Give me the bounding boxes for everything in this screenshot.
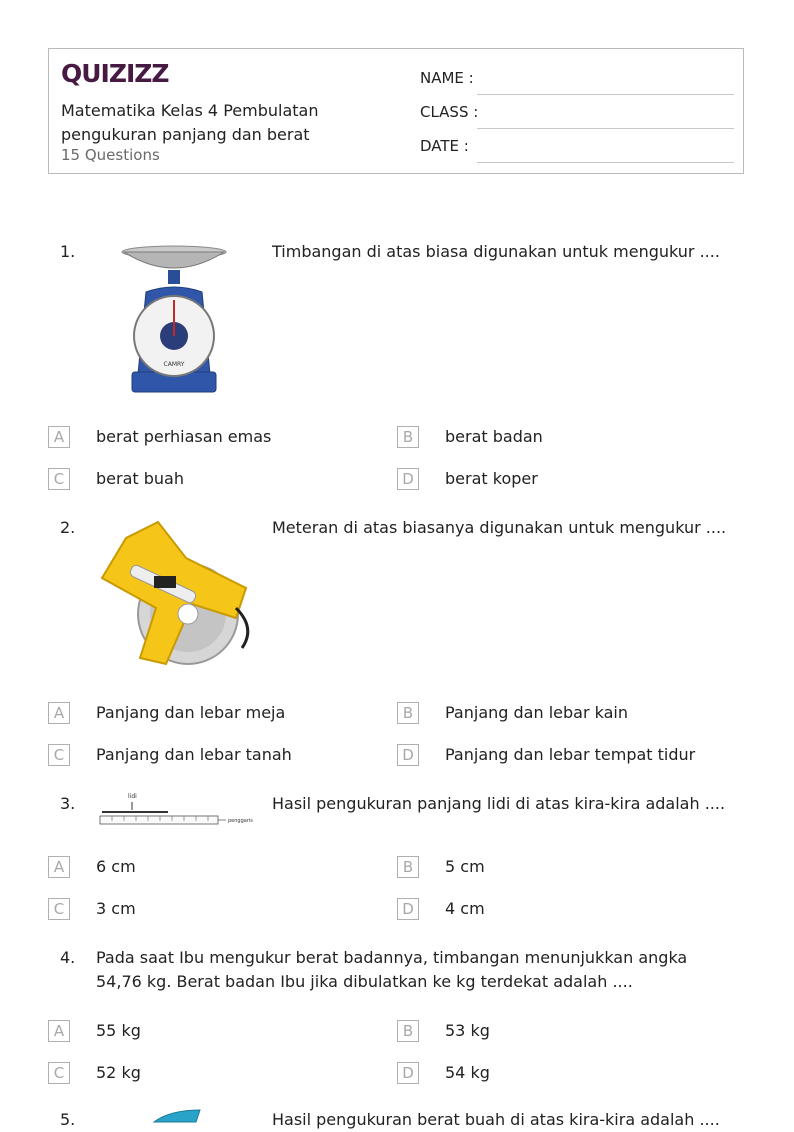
question-text: Hasil pengukuran berat buah di atas kira-kira adalah ....	[272, 1110, 720, 1129]
question-number: 2.	[60, 518, 76, 537]
option-d-box[interactable]: D	[397, 1062, 419, 1084]
class-label: CLASS :	[420, 103, 479, 121]
svg-text:penggaris: penggaris	[228, 818, 253, 824]
question-text: Pada saat Ibu mengukur berat badannya, timbangan menunjukkan angka 54,76 kg. Berat badan Ibu jika dibulatkan ke kg terdekat adalah ....	[96, 948, 688, 991]
worksheet-title: Matematika Kelas 4 Pembulatan pengukuran panjang dan berat	[61, 101, 319, 144]
question-text: Hasil pengukuran panjang lidi di atas kira-kira adalah ....	[272, 794, 726, 813]
option-b-text: Panjang dan lebar kain	[445, 703, 628, 722]
option-b-text: 53 kg	[445, 1021, 490, 1040]
option-c-text: 52 kg	[96, 1063, 141, 1082]
option-c-box[interactable]: C	[48, 1062, 70, 1084]
option-b-box[interactable]: B	[397, 426, 419, 448]
option-c-box[interactable]: C	[48, 898, 70, 920]
option-c-text: Panjang dan lebar tanah	[96, 745, 292, 764]
quizizz-logo: QUIZIZZ	[61, 59, 169, 88]
option-d-box[interactable]: D	[397, 468, 419, 490]
option-a-text: berat perhiasan emas	[96, 427, 272, 446]
class-field[interactable]	[420, 103, 734, 125]
question-count: 15 Questions	[61, 146, 160, 164]
question-text: Meteran di atas biasanya digunakan untuk mengukur ....	[272, 518, 727, 537]
question-number: 5.	[60, 1110, 76, 1129]
option-d-text: 4 cm	[445, 899, 485, 918]
option-d-text: Panjang dan lebar tempat tidur	[445, 745, 696, 764]
class-line[interactable]	[477, 128, 734, 129]
question-text: Timbangan di atas biasa digunakan untuk mengukur ....	[272, 242, 720, 261]
option-a-box[interactable]: A	[48, 1020, 70, 1042]
option-a-box[interactable]: A	[48, 702, 70, 724]
option-c-text: 3 cm	[96, 899, 136, 918]
option-c-box[interactable]: C	[48, 468, 70, 490]
question-number: 3.	[60, 794, 76, 813]
ruler-image	[98, 790, 256, 830]
option-b-text: berat badan	[445, 427, 543, 446]
weighing-scale-image	[118, 244, 230, 396]
date-field[interactable]	[420, 137, 734, 159]
option-a-box[interactable]: A	[48, 856, 70, 878]
fruit-scale-image	[150, 1108, 206, 1123]
date-label: DATE :	[420, 137, 469, 155]
option-d-box[interactable]: D	[397, 898, 419, 920]
name-line[interactable]	[477, 94, 734, 95]
option-c-box[interactable]: C	[48, 744, 70, 766]
lidi-label: lidi	[128, 793, 137, 800]
option-b-box[interactable]: B	[397, 702, 419, 724]
worksheet-header	[48, 48, 744, 174]
question-number: 4.	[60, 948, 76, 967]
option-d-text: berat koper	[445, 469, 538, 488]
option-b-box[interactable]: B	[397, 1020, 419, 1042]
name-field[interactable]	[420, 69, 734, 91]
option-a-text: Panjang dan lebar meja	[96, 703, 286, 722]
option-c-text: berat buah	[96, 469, 184, 488]
option-b-box[interactable]: B	[397, 856, 419, 878]
measuring-tape-image	[96, 518, 256, 668]
date-line[interactable]	[477, 162, 734, 163]
question-number: 1.	[60, 242, 76, 261]
option-a-text: 6 cm	[96, 857, 136, 876]
svg-text:CAMRY: CAMRY	[163, 361, 185, 368]
option-d-box[interactable]: D	[397, 744, 419, 766]
option-d-text: 54 kg	[445, 1063, 490, 1082]
option-b-text: 5 cm	[445, 857, 485, 876]
name-label: NAME :	[420, 69, 474, 87]
option-a-text: 55 kg	[96, 1021, 141, 1040]
option-a-box[interactable]: A	[48, 426, 70, 448]
